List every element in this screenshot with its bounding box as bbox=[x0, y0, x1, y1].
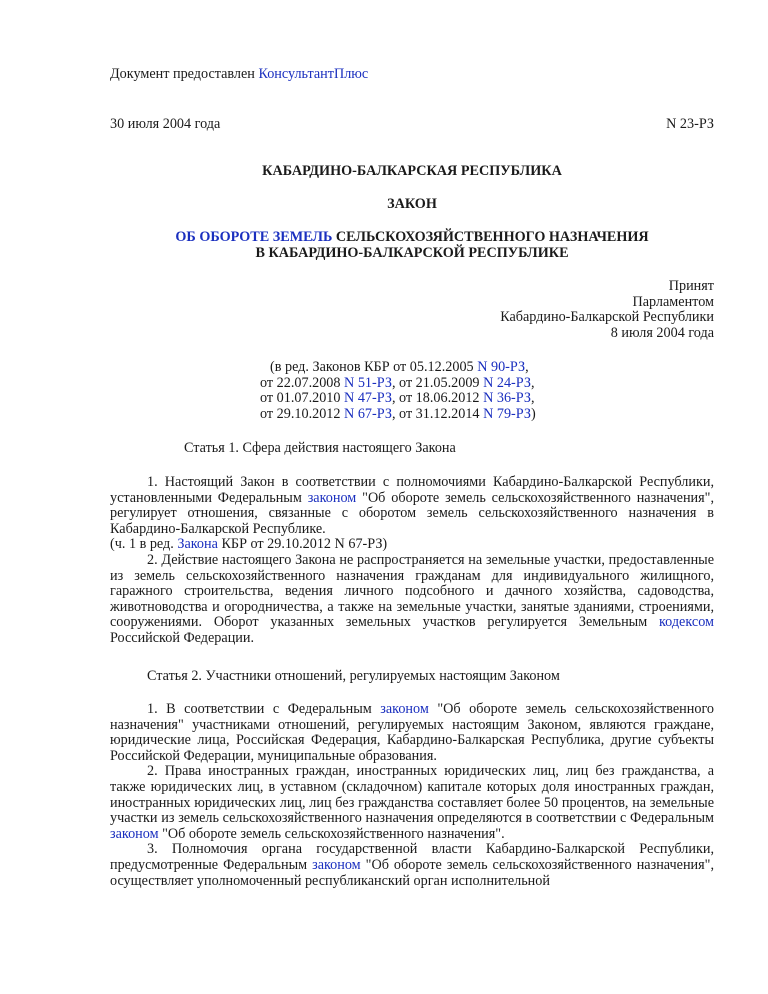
amend-text: , от 21.05.2009 bbox=[391, 374, 484, 391]
para-text: 3. Полномочия органа государственной власти Кабардино-Балкарской Республики, предусмотренные Федеральным bbox=[110, 841, 714, 873]
article-2-heading bbox=[110, 669, 714, 685]
amend-link-36[interactable]: N 36-РЗ bbox=[483, 390, 531, 407]
amend-text: от 29.10.2012 bbox=[260, 405, 345, 422]
amend-link-90[interactable]: N 90-РЗ bbox=[477, 359, 526, 375]
provided-by-text: Документ предоставлен bbox=[110, 66, 259, 82]
law-name bbox=[110, 230, 714, 261]
amend-link-67[interactable]: N 67-РЗ bbox=[344, 405, 392, 422]
law-name-rest-2: В КАБАРДИНО-БАЛКАРСКОЙ РЕСПУБЛИКЕ bbox=[255, 244, 569, 261]
article-1-note bbox=[110, 537, 714, 553]
adopted-line-1: Принят bbox=[668, 278, 714, 294]
article-2-para-2 bbox=[110, 764, 714, 842]
note-law-link[interactable]: Закона bbox=[177, 536, 218, 553]
amend-text: ) bbox=[530, 405, 536, 422]
amend-text: , bbox=[530, 374, 535, 391]
amend-text: , от 31.12.2014 bbox=[391, 405, 484, 422]
adopted-line-4: 8 июля 2004 года bbox=[610, 324, 714, 341]
para-text: 2. Действие настоящего Закона не распространяется на земельные участки, предоставленные из земель сельскохозяйственного назначения гражданам для индивидуального жилищного, гаражного строительства, ведения личного подсобного и дачного хозяйства, садоводства, животноводства и огородничества, а также на земельные участки, занятые зданиями, строениями, сооружениями. Оборот указанных земельных участков регулируется Земельным bbox=[110, 551, 714, 631]
para-text: Российской Федерации. bbox=[110, 629, 255, 646]
provided-by-line bbox=[110, 67, 714, 83]
amend-link-24[interactable]: N 24-РЗ bbox=[483, 374, 531, 391]
para-text: "Об обороте земель сельскохозяйственного назначения" участниками отношений, регулируемых настоящим Законом, являются граждане, юридические лица, Российская Федерация, Кабардино-Балкарская Республика, другие субъекты Российской Федерации, муниципальные образования. bbox=[110, 701, 715, 764]
adopted-block bbox=[110, 279, 714, 341]
amend-link-79[interactable]: N 79-РЗ bbox=[483, 405, 531, 422]
para-text: "Об обороте земель сельскохозяйственного назначения", регулирует отношения, связанные с оборотом земель сельскохозяйственного назначения в Кабардино-Балкарской Республике. bbox=[110, 489, 715, 537]
amendments-block bbox=[260, 360, 580, 422]
note-text: (ч. 1 в ред. bbox=[110, 536, 178, 553]
para-text: "Об обороте земель сельскохозяйственного назначения", осуществляет уполномоченный республиканский орган исполнительной bbox=[110, 856, 715, 889]
law-number: N 23-РЗ bbox=[666, 116, 714, 132]
article-1-heading bbox=[110, 441, 714, 457]
adopted-line-3: Кабардино-Балкарской Республики bbox=[500, 309, 714, 326]
article-2-para-3 bbox=[110, 842, 714, 889]
federal-law-link[interactable]: законом bbox=[110, 825, 159, 842]
law-date: 30 июля 2004 года bbox=[110, 116, 221, 132]
article-2-heading-text: Статья 2. Участники отношений, регулируемых настоящим Законом bbox=[147, 668, 560, 684]
law-name-link[interactable]: ОБ ОБОРОТЕ ЗЕМЕЛЬ bbox=[175, 229, 333, 245]
article-1-body bbox=[110, 475, 714, 647]
amend-text: , bbox=[530, 390, 535, 407]
date-number-row bbox=[110, 117, 714, 133]
para-text: 1. В соответствии с Федеральным bbox=[147, 701, 381, 717]
article-1-para-2 bbox=[110, 553, 714, 647]
amend-text: от 01.07.2010 bbox=[260, 390, 345, 407]
para-text: 1. Настоящий Закон в соответствии с полномочиями Кабардино-Балкарской Республики, установленными Федеральным bbox=[110, 474, 714, 506]
federal-law-link[interactable]: законом bbox=[312, 856, 361, 873]
law-name-rest-1: СЕЛЬСКОХОЗЯЙСТВЕННОГО НАЗНАЧЕНИЯ bbox=[332, 229, 649, 245]
amend-link-47[interactable]: N 47-РЗ bbox=[344, 390, 392, 407]
article-1-heading-text: Статья 1. Сфера действия настоящего Закона bbox=[184, 440, 456, 456]
amend-text: от 22.07.2008 bbox=[260, 374, 345, 391]
adopted-line-2: Парламентом bbox=[632, 293, 714, 310]
note-text: КБР от 29.10.2012 N 67-РЗ) bbox=[217, 536, 388, 553]
land-code-link[interactable]: кодексом bbox=[658, 614, 714, 631]
amend-text: , от 18.06.2012 bbox=[391, 390, 484, 407]
article-2-body bbox=[110, 702, 714, 889]
para-text: "Об обороте земель сельскохозяйственного назначения". bbox=[158, 825, 505, 842]
amend-text: , bbox=[525, 359, 529, 375]
article-2-para-1 bbox=[110, 702, 714, 764]
amend-link-51[interactable]: N 51-РЗ bbox=[344, 374, 392, 391]
doc-type-title: ЗАКОН bbox=[387, 196, 437, 212]
para-text: 2. Права иностранных граждан, иностранных юридических лиц, лиц без гражданства, а также юридических лиц, в уставном (складочном) капитале которых доля иностранных граждан, иностранных юридических лиц, лиц без гражданства составляет более 50 процентов, на земельные участки из земель сельскохозяйственного назначения определяются в соответствии с Федеральным bbox=[110, 763, 714, 827]
article-1-para-1 bbox=[110, 475, 714, 537]
amend-text: (в ред. Законов КБР от 05.12.2005 bbox=[270, 359, 478, 375]
federal-law-link[interactable]: законом bbox=[380, 701, 429, 717]
federal-law-link[interactable]: законом bbox=[307, 489, 357, 506]
republic-title: КАБАРДИНО-БАЛКАРСКАЯ РЕСПУБЛИКА bbox=[262, 163, 562, 179]
consultant-plus-link[interactable]: КонсультантПлюс bbox=[258, 66, 369, 82]
